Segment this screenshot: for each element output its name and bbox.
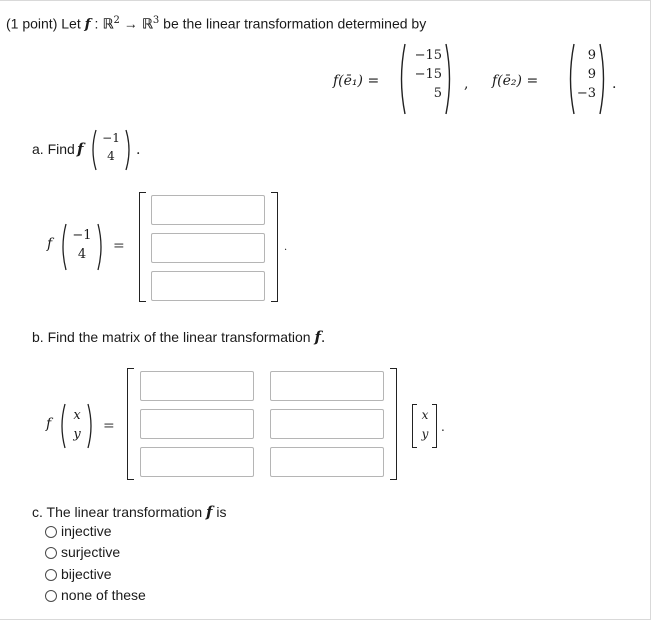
option-injective-label[interactable]: injective [61,523,112,539]
part-c-is: is [216,504,227,520]
codomain-exponent: 3 [152,15,160,26]
part-a-vector [100,129,122,165]
part-c-f-symbol: f [206,503,213,521]
part-a-f-symbol: f [77,140,84,158]
fe2-left-paren [566,42,576,116]
fe1-entry-2: −15 [414,67,442,82]
option-none-of-these-label[interactable]: none of these [61,587,146,603]
part-b-period: . [320,330,326,346]
part-b-right-bracket [390,368,397,480]
part-a-right-paren [124,128,134,172]
part-b-prompt: b. Find the matrix of the linear transformation [32,329,311,345]
part-a-prompt: a. Find [32,141,75,157]
part-a-right-bracket [271,192,278,302]
fe1-entry-3: 5 [433,86,442,101]
colon: : [94,15,99,32]
radio-bijective[interactable] [45,569,57,581]
part-b-f-symbol: f [314,328,321,346]
part-a-entry-1: −1 [102,131,120,145]
part-b-x: x [73,408,81,423]
comma: , [464,76,469,92]
part-a-answer-2[interactable] [151,233,265,263]
part-b-y: y [73,427,81,442]
problem-statement [6,15,426,33]
option-bijective-label[interactable]: bijective [61,566,112,582]
part-b-xy-column [418,406,432,444]
part-a-eq-entry-1: −1 [72,228,92,243]
part-b-matrix-r2c1[interactable] [140,409,254,439]
part-a-left-paren [88,128,98,172]
part-b-matrix-r3c1[interactable] [140,447,254,477]
part-b-xy-left-bracket [412,404,417,448]
part-b-prompt-line [32,328,325,346]
part-a-eq-entry-2: 4 [77,247,87,262]
part-a-eq-vector [70,226,94,264]
codomain-R: ℝ [141,16,153,33]
part-b-xy-vector [69,406,85,444]
part-b-left-bracket [127,368,134,480]
part-a-eq-left-paren [58,222,68,272]
part-b-xy-y: y [421,427,429,441]
option-surjective-label[interactable]: surjective [61,544,121,560]
part-b-equals: = [103,418,115,434]
part-b-eq-f: f [46,416,52,432]
f-symbol: f [84,16,91,33]
part-b-right-paren [86,402,96,450]
part-b-xy-x: x [421,408,429,422]
statement-tail: be the linear transformation determined by [163,15,427,32]
part-a-eq-f: f [47,236,53,252]
part-b-matrix-r1c2[interactable] [270,371,384,401]
part-a-equals: = [113,238,125,254]
fe2-label: f(ē₂) = [492,73,539,89]
part-b-matrix-r2c2[interactable] [270,409,384,439]
part-a-end-period: . [284,242,288,253]
fe2-entry-3: −3 [576,86,596,101]
part-a-left-bracket [139,192,146,302]
radio-injective[interactable] [45,526,57,538]
fe2-entry-1: 9 [587,48,596,63]
arrow-icon: → [123,15,138,32]
fe2-right-paren [598,42,608,116]
part-b-xy-right-bracket [432,404,437,448]
radio-surjective[interactable] [45,547,57,559]
fe1-label: f(ē₁) = [333,73,380,89]
part-c-prompt: c. The linear transformation [32,504,203,520]
part-a-entry-2: 4 [107,149,115,163]
radio-none-of-these[interactable] [45,590,57,602]
fe2-vector [576,46,596,103]
domain-R: ℝ [102,16,114,33]
part-a-answer-3[interactable] [151,271,265,301]
part-a-period: . [136,142,141,158]
part-b-matrix-r3c2[interactable] [270,447,384,477]
part-a-eq-right-paren [96,222,106,272]
fe1-right-paren [444,42,454,116]
points-label: (1 point) Let [6,15,81,32]
part-b-end-period: . [441,420,445,434]
period: . [612,76,617,92]
domain-exponent: 2 [113,15,120,26]
part-b-left-paren [57,402,67,450]
part-a-answer-1[interactable] [151,195,265,225]
fe1-vector [408,46,442,103]
fe1-left-paren [397,42,407,116]
part-b-matrix-r1c1[interactable] [140,371,254,401]
part-c-prompt-line [32,503,227,521]
fe1-entry-1: −15 [414,48,442,63]
fe2-entry-2: 9 [587,67,596,82]
